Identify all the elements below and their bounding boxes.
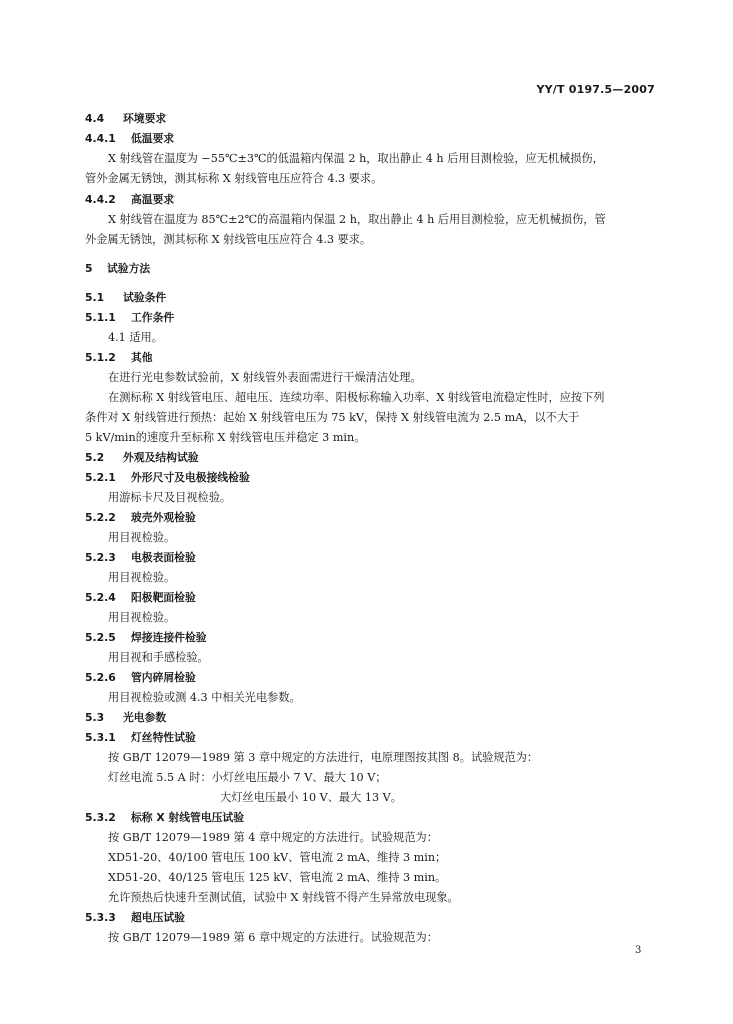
section-number: 4.4.1 xyxy=(85,132,116,145)
section-title: 其他 xyxy=(131,351,153,364)
paragraph-line: 5 kV/min的速度升至标称 X 射线管电压并稳定 3 min。 xyxy=(85,431,366,444)
section-number: 5.3.2 xyxy=(85,811,116,824)
section-number: 5.2.1 xyxy=(85,471,116,484)
paragraph-line: 按 GB/T 12079—1989 第 6 章中规定的方法进行。试验规范为： xyxy=(108,931,438,944)
paragraph-line: 用游标卡尺及目视检验。 xyxy=(108,491,232,504)
section-title: 光电参数 xyxy=(123,711,167,724)
section-number: 5.2.2 xyxy=(85,511,116,524)
section-number: 5.2.3 xyxy=(85,551,116,564)
section-title: 低温要求 xyxy=(131,132,175,145)
section-title: 工作条件 xyxy=(131,311,175,324)
paragraph-line: 用目视和手感检验。 xyxy=(108,651,209,664)
section-title: 电极表面检验 xyxy=(131,551,196,564)
paragraph-line: 在进行光电参数试验前，X 射线管外表面需进行干燥清洁处理。 xyxy=(108,371,422,384)
section-heading xyxy=(85,262,150,276)
section-title: 阳极靶面检验 xyxy=(131,591,196,604)
paragraph-line: 用目视检验。 xyxy=(108,531,176,544)
section-title: 管内碎屑检验 xyxy=(131,671,196,684)
section-heading xyxy=(85,551,196,565)
section-heading xyxy=(85,193,174,207)
section-heading xyxy=(85,471,250,485)
paragraph-line: XD51-20、40/125 管电压 125 kV、管电流 2 mA、维持 3 min。 xyxy=(108,871,447,884)
section-title: 玻壳外观检验 xyxy=(131,511,196,524)
paragraph-line: X 射线管在温度为 −55℃±3℃的低温箱内保温 2 h，取出静止 4 h 后用目测检验，应无机械损伤， xyxy=(108,152,604,165)
section-heading xyxy=(85,731,196,745)
section-number: 4.4.2 xyxy=(85,193,116,206)
paragraph-line: 允许预热后快速升至测试值，试验中 X 射线管不得产生异常放电现象。 xyxy=(108,891,459,904)
section-number: 5.3.3 xyxy=(85,911,116,924)
section-title: 外观及结构试验 xyxy=(123,451,199,464)
page-number: 3 xyxy=(635,945,642,956)
paragraph-line: 外金属无锈蚀，测其标称 X 射线管电压应符合 4.3 要求。 xyxy=(85,233,372,246)
section-title: 试验方法 xyxy=(107,262,151,275)
section-heading xyxy=(85,112,166,126)
section-heading xyxy=(85,671,196,685)
section-title: 外形尺寸及电极接线检验 xyxy=(131,471,250,484)
paragraph-line: 条件对 X 射线管进行预热：起始 X 射线管电压为 75 kV，保持 X 射线管电流为 2.5 mA，以不大于 xyxy=(85,411,580,424)
paragraph-line: 灯丝电流 5.5 A 时：小灯丝电压最小 7 V、最大 10 V； xyxy=(108,771,387,784)
section-number: 4.4 xyxy=(85,112,105,125)
paragraph-line: 管外金属无锈蚀，测其标称 X 射线管电压应符合 4.3 要求。 xyxy=(85,172,383,185)
section-title: 试验条件 xyxy=(123,291,167,304)
section-number: 5.2.6 xyxy=(85,671,116,684)
section-number: 5.3 xyxy=(85,711,105,724)
section-heading xyxy=(85,351,153,365)
section-heading xyxy=(85,591,196,605)
section-number: 5.1.1 xyxy=(85,311,116,324)
section-title: 超电压试验 xyxy=(131,911,185,924)
section-heading xyxy=(85,511,196,525)
section-heading xyxy=(85,631,207,645)
section-heading xyxy=(85,291,166,305)
paragraph-line: 在测标称 X 射线管电压、超电压、连续功率、阳极标称输入功率、X 射线管电流稳定性时，应按下列 xyxy=(108,391,605,404)
section-number: 5 xyxy=(85,262,93,275)
section-number: 5.1.2 xyxy=(85,351,116,364)
section-number: 5.2.5 xyxy=(85,631,116,644)
paragraph-line: X 射线管在温度为 85℃±2℃的高温箱内保温 2 h，取出静止 4 h 后用目测检验，应无机械损伤，管 xyxy=(108,213,606,226)
standard-number: YY/T 0197.5—2007 xyxy=(536,83,655,96)
section-title: 焊接连接件检验 xyxy=(131,631,207,644)
section-heading xyxy=(85,811,244,825)
section-heading xyxy=(85,132,174,146)
paragraph-line: 大灯丝电压最小 10 V、最大 13 V。 xyxy=(220,791,402,804)
paragraph-line: 用目视检验。 xyxy=(108,611,176,624)
section-heading xyxy=(85,711,166,725)
paragraph-line: 按 GB/T 12079—1989 第 3 章中规定的方法进行，电原理图按其图 8。试验规范为： xyxy=(108,751,539,764)
section-heading xyxy=(85,451,199,465)
section-title: 灯丝特性试验 xyxy=(131,731,196,744)
section-number: 5.2.4 xyxy=(85,591,116,604)
section-title: 标称 X 射线管电压试验 xyxy=(131,811,245,824)
paragraph-line: 4.1 适用。 xyxy=(108,331,163,344)
section-title: 环境要求 xyxy=(123,112,167,125)
paragraph-line: 用目视检验。 xyxy=(108,571,176,584)
section-number: 5.1 xyxy=(85,291,105,304)
paragraph-line: XD51-20、40/100 管电压 100 kV、管电流 2 mA、维持 3 min； xyxy=(108,851,447,864)
section-number: 5.2 xyxy=(85,451,105,464)
section-heading xyxy=(85,911,185,925)
paragraph-line: 按 GB/T 12079—1989 第 4 章中规定的方法进行。试验规范为： xyxy=(108,831,438,844)
section-number: 5.3.1 xyxy=(85,731,116,744)
section-heading xyxy=(85,311,174,325)
section-title: 高温要求 xyxy=(131,193,175,206)
paragraph-line: 用目视检验或测 4.3 中相关光电参数。 xyxy=(108,691,301,704)
